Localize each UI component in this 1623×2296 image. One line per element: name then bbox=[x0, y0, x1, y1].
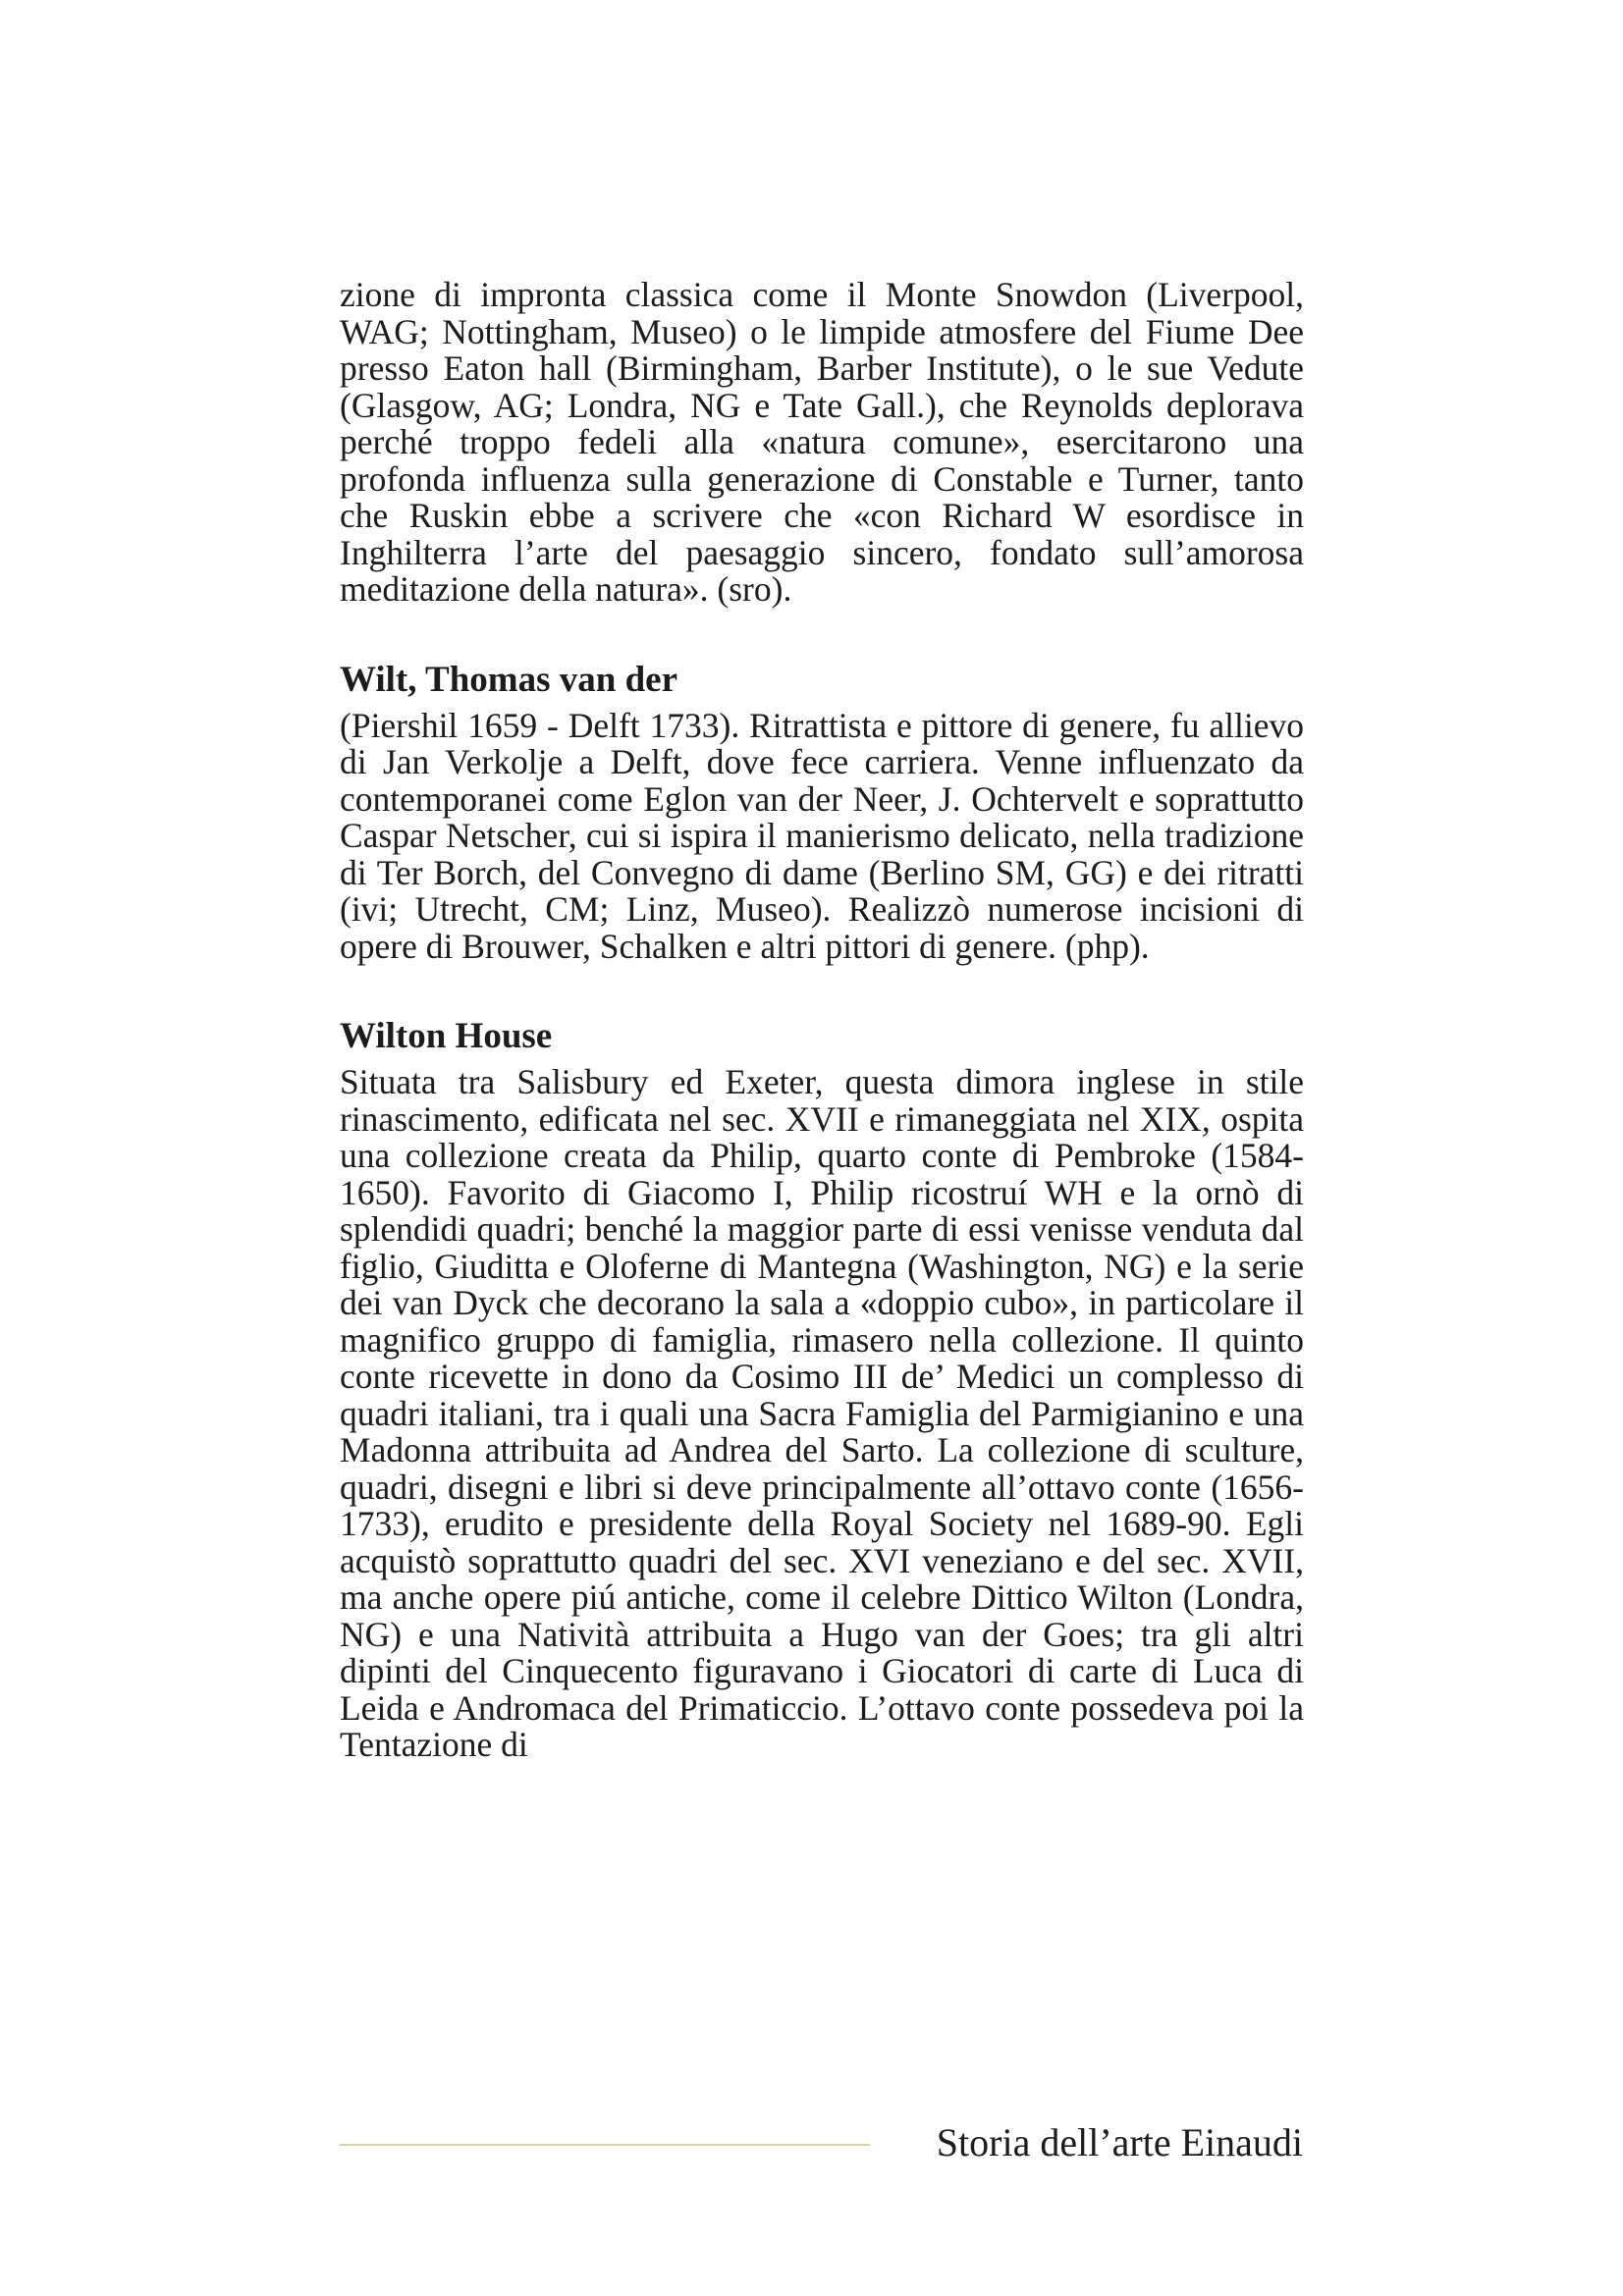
text-line: pool, WAG; Nottingham, Museo) o le limpide atmosfere bbox=[340, 275, 1304, 351]
entry-paragraph bbox=[340, 1064, 1304, 1764]
text-line: (Piershil 1659 - Delft 1733). Ritrattista e pittore di gene bbox=[340, 705, 1125, 745]
text-line: sulla generazione di Constable e Turner, tanto che Ruskin bbox=[340, 458, 1305, 535]
text-line: sioni di opere di Brouwer, Schalken e altri pittori di gene bbox=[340, 889, 1305, 966]
text-line: il magnifico gruppo di famiglia, rimasero nella collezione. bbox=[340, 1283, 1305, 1360]
text-line: stile rinascimento, edificata nel sec. XVII e rimaneggiata bbox=[340, 1062, 1304, 1139]
entry-wilton-house bbox=[340, 1017, 1304, 1764]
text-line: re, fu allievo di Jan Verkolje a Delft, dove fece carriera. bbox=[340, 705, 1304, 781]
intro-paragraph bbox=[340, 277, 1304, 609]
text-line: Dyck che decorano la sala a «doppio cubo», in particolare bbox=[453, 1283, 1274, 1322]
text-line: Il quinto conte ricevette in dono da Cosimo III de’ Medi bbox=[340, 1319, 1304, 1396]
text-line: Primaticcio. L’ottavo conte possedeva poi la Tentazione di bbox=[340, 1687, 1305, 1764]
text-line: Oloferne di Mantegna (Washington, NG) e la serie dei van bbox=[340, 1246, 1304, 1322]
footer-divider bbox=[340, 2144, 870, 2146]
page-body bbox=[340, 277, 1304, 1764]
text-line: erudito e presidente della Royal Society nel 1689-90. Egli bbox=[445, 1504, 1304, 1543]
text-line: drea del Sarto. La collezione di sculture, quadri, disegni e bbox=[340, 1430, 1305, 1507]
text-line: vano i Giocatori di carte di Luca di Leida e Andromaca del bbox=[340, 1651, 1304, 1728]
text-line: van der Goes; tra gli altri dipinti del Cinquecento figura bbox=[340, 1614, 1304, 1690]
text-line: «natura comune», esercitarono una profonda influenza bbox=[340, 422, 1304, 499]
text-line: Situata tra Salisbury ed Exeter, questa dimora inglese in bbox=[340, 1062, 1224, 1101]
footer-title: Storia dell’arte Einaudi bbox=[936, 2120, 1303, 2164]
text-line: Venne influenzato da contemporanei come Eglon van der bbox=[340, 742, 1304, 819]
text-line: ispira il manierismo delicato, nella tradizione di Ter bbox=[340, 816, 1305, 892]
text-line: maggior parte di essi venisse venduta dal figlio, Giuditta e bbox=[340, 1209, 1305, 1286]
text-line: nel XIX, ospita una collezione creata da Philip, quarto con bbox=[340, 1098, 1305, 1175]
text-line: del Fiume Dee presso Eaton hall (Birmingham, Barber In bbox=[340, 311, 1305, 388]
text-line: te di Pembroke (1584-1650). Favorito di Giacomo I, Phi bbox=[340, 1136, 1304, 1212]
text-line: Gall.), che Reynolds deplorava perché troppo fedeli alla bbox=[340, 385, 1304, 461]
text-line: lip ricostruí WH e la ornò di splendidi quadri; benché la bbox=[340, 1172, 1305, 1249]
text-line: ra l’arte del paesaggio sincero, fondato sull’amorosa medi bbox=[340, 532, 1304, 609]
text-line: zione di impronta classica come il Monte Snowdon (Liver bbox=[340, 275, 1233, 314]
text-line: Borch, del Convegno di dame (Berlino SM, GG) e dei ritratti bbox=[433, 852, 1304, 892]
text-line: Neer, J. Ochtervelt e soprattutto Caspar Netscher, cui si bbox=[340, 778, 1305, 855]
text-line: (ivi; Utrecht, CM; Linz, Museo). Realizzò numerose inci bbox=[340, 889, 1192, 929]
text-line: miglia del Parmigianino e una Madonna attribuita ad An bbox=[340, 1393, 1304, 1469]
text-line: sec. XVII, ma anche opere piú antiche, come il celebre Dit bbox=[340, 1540, 1305, 1617]
text-line: ebbe a scrivere che «con Richard W esordisce in Inghilter bbox=[340, 496, 1305, 572]
entry-title: Wilt, Thomas van der bbox=[340, 659, 678, 700]
text-line: acquistò soprattutto quadri del sec. XVI veneziano e del bbox=[340, 1540, 1146, 1580]
text-line: stitute), o le sue Vedute (Glasgow, AG; Londra, NG e Tate bbox=[340, 348, 1304, 425]
entry-wilt bbox=[340, 661, 1304, 966]
text-line: libri si deve principalmente all’ottavo conte (1656-1733), bbox=[340, 1467, 1304, 1543]
text-line: tazione della natura». (sro). bbox=[408, 569, 792, 609]
text-line: ci un complesso di quadri italiani, tra i quali una Sacra Fa bbox=[340, 1357, 1305, 1433]
text-line: re. (php). bbox=[1020, 926, 1150, 966]
text-line: tico Wilton (Londra, NG) e una Natività attribuita a Hugo bbox=[340, 1577, 1304, 1654]
entry-paragraph bbox=[340, 705, 1305, 966]
entry-title: Wilton House bbox=[340, 1016, 553, 1056]
